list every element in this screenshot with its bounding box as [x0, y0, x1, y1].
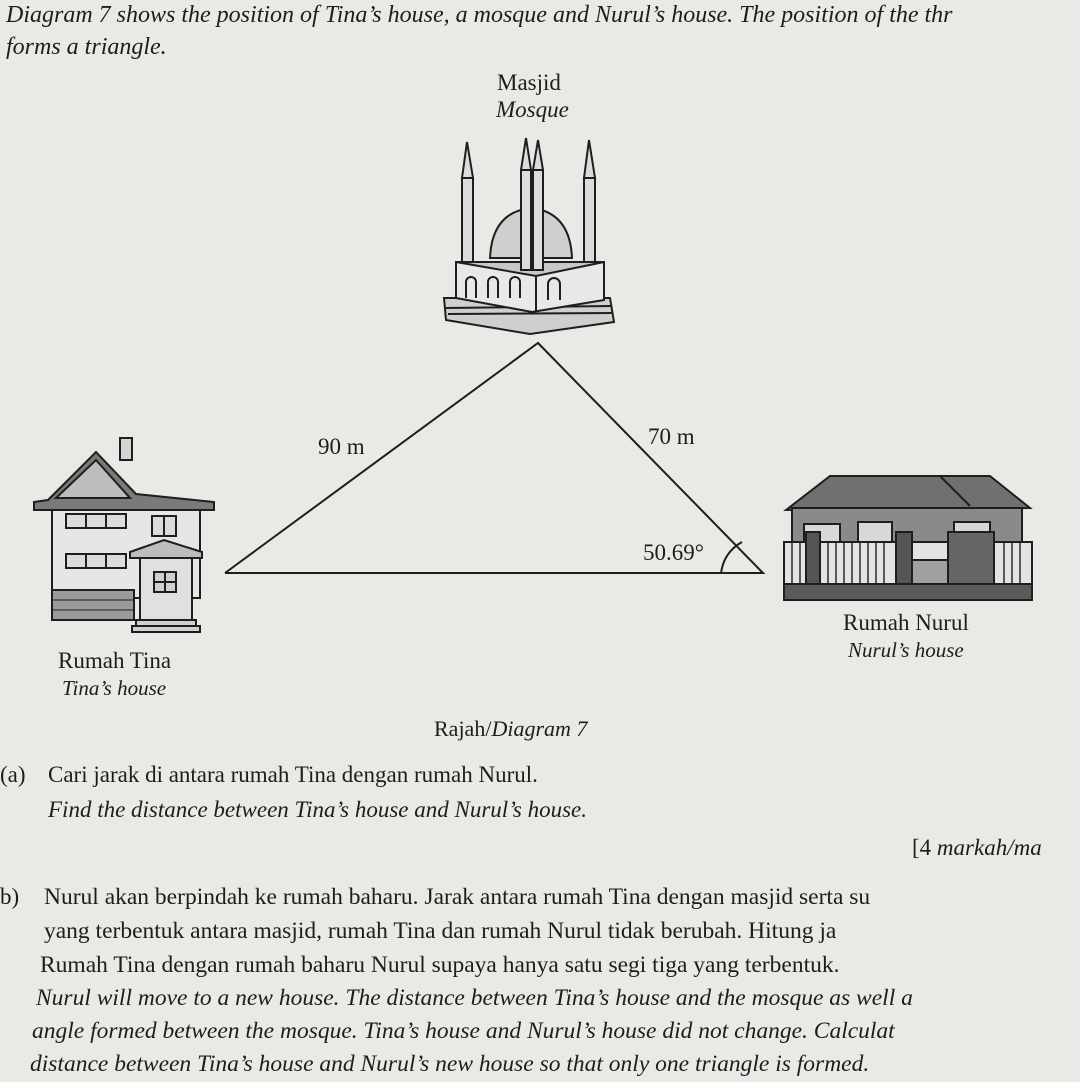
- tina-house-label-ms: Rumah Tina: [58, 648, 172, 673]
- nurul-house-label-ms: Rumah Nurul: [843, 610, 969, 635]
- question-a-malay: Cari jarak di antara rumah Tina dengan rumah Nurul.: [48, 762, 538, 787]
- tina-house-label-en: Tina’s house: [62, 676, 167, 700]
- nurul-house-label-en: Nurul’s house: [848, 638, 964, 662]
- triangle: [225, 343, 763, 573]
- nurul-house-drawing: [784, 476, 1032, 600]
- angle-label: 50.69°: [643, 540, 704, 565]
- side-mosque-nurul-label: 70 m: [648, 424, 695, 449]
- question-b-english-line-3: distance between Tina’s house and Nurul’s new house so that only one triangle is formed.: [30, 1051, 870, 1077]
- question-b-malay-line-1: Nurul akan berpindah ke rumah baharu. Jarak antara rumah Tina dengan masjid serta su: [44, 884, 871, 910]
- diagram-caption: [434, 716, 587, 742]
- question-b-number: b): [0, 884, 20, 909]
- diagram-caption-en: Diagram 7: [491, 716, 588, 741]
- mosque-label-ms: Masjid: [497, 70, 561, 95]
- mosque-drawing: [444, 138, 614, 334]
- question-a-marks-text: markah/ma: [936, 835, 1042, 860]
- question-a-marks: [4 markah/ma: [912, 835, 1042, 860]
- question-b-malay-line-3: Rumah Tina dengan rumah baharu Nurul supaya hanya satu segi tiga yang terbentuk.: [40, 952, 840, 978]
- question-a-english: Find the distance between Tina’s house and Nurul’s house.: [48, 797, 587, 822]
- question-a-number: (a): [0, 762, 26, 787]
- side-tina-mosque-label: 90 m: [318, 434, 365, 459]
- intro-line-2: forms a triangle.: [6, 34, 167, 60]
- question-b-english-line-1: Nurul will move to a new house. The distance between Tina’s house and the mosque as well a: [36, 985, 913, 1011]
- question-b-malay-line-2: yang terbentuk antara masjid, rumah Tina dan rumah Nurul tidak berubah. Hitung ja: [44, 918, 837, 944]
- question-b-english-line-2: angle formed between the mosque. Tina’s house and Nurul’s house did not change. Calculat: [32, 1018, 895, 1044]
- diagram-caption-ms: Rajah/: [434, 716, 492, 741]
- mosque-label-en: Mosque: [496, 97, 569, 122]
- tina-house-drawing: [34, 438, 214, 632]
- intro-line-1: Diagram 7 shows the position of Tina’s house, a mosque and Nurul’s house. The position of the thr: [6, 2, 953, 28]
